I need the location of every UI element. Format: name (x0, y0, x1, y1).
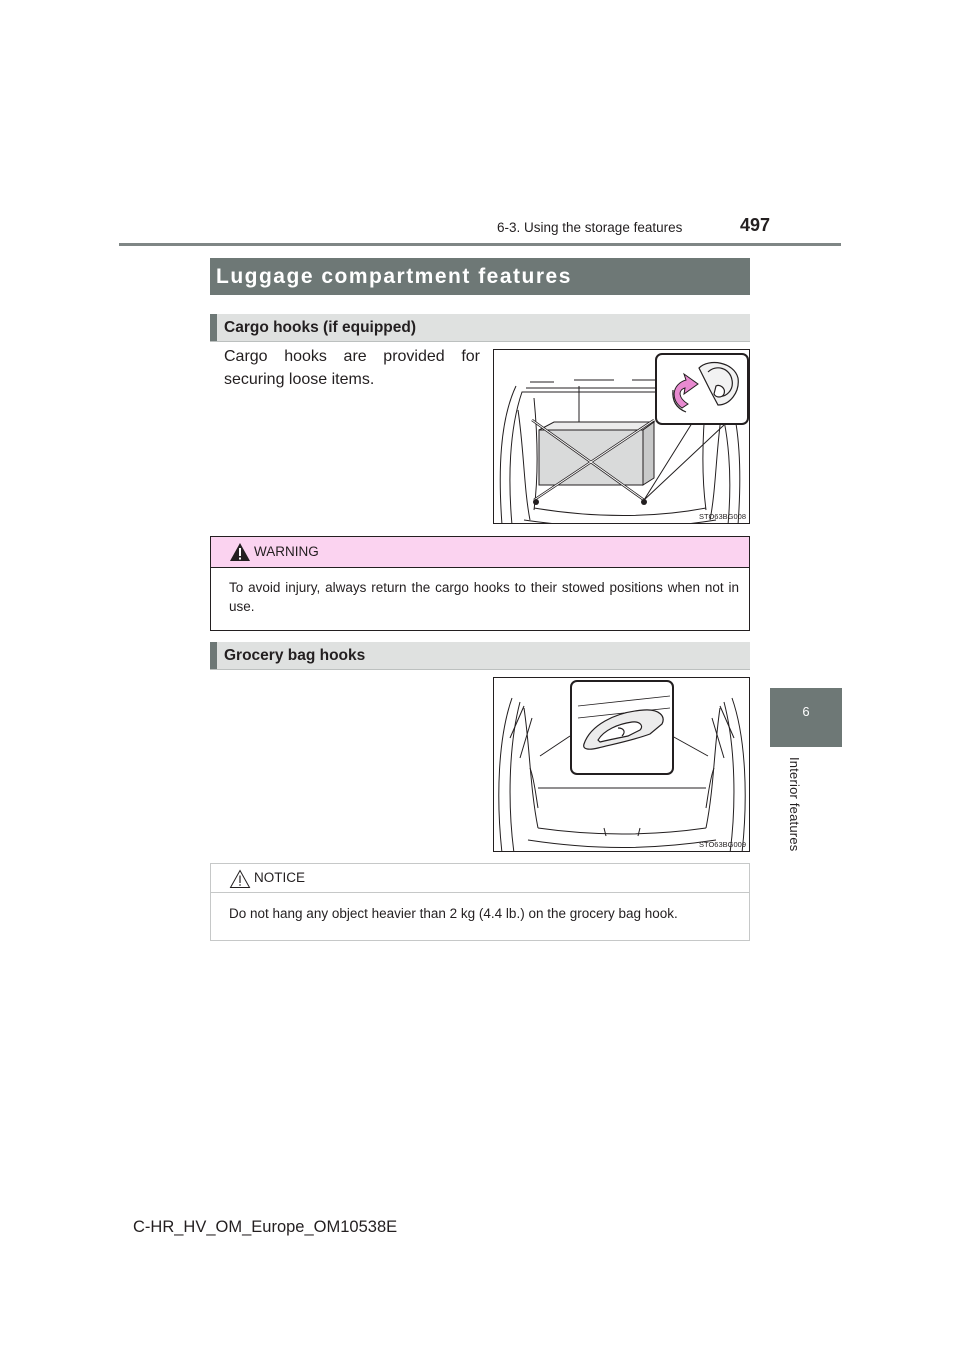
grocery-hooks-figure (493, 677, 750, 852)
warning-text: To avoid injury, always return the cargo hooks to their stowed positions when not in use. (229, 580, 739, 614)
cargo-hooks-heading (210, 314, 750, 341)
page-number: 497 (740, 215, 771, 235)
grocery-hooks-heading-text: Grocery bag hooks (224, 647, 366, 664)
grocery-hooks-figure-code: STO63BG009 (699, 840, 746, 849)
cargo-hooks-figure-code: STO63BG008 (699, 512, 746, 521)
warning-header (211, 537, 749, 568)
notice-text: Do not hang any object heavier than 2 kg (4.4 lb.) on the grocery bag hook. (229, 906, 678, 921)
warning-box (210, 536, 750, 631)
cargo-hooks-illustration (494, 350, 750, 524)
notice-icon (229, 869, 251, 889)
grocery-hooks-illustration (494, 678, 750, 852)
notice-label: NOTICE (254, 870, 306, 885)
cargo-hooks-body: Cargo hooks are provided for securing loose items. (224, 348, 480, 388)
notice-header (211, 864, 749, 893)
chapter-number: 6 (802, 704, 810, 719)
page-title: Luggage compartment features (210, 258, 750, 295)
cargo-hooks-figure (493, 349, 750, 524)
document-footer: C-HR_HV_OM_Europe_OM10538E (133, 1218, 398, 1236)
notice-box (210, 863, 750, 941)
chapter-label: Interior features (787, 757, 802, 852)
section-header: 6-3. Using the storage features (497, 220, 683, 235)
grocery-hooks-heading (210, 642, 750, 669)
cargo-hooks-heading-text: Cargo hooks (if equipped) (224, 319, 417, 336)
warning-label: WARNING (254, 544, 319, 559)
header-rule (119, 243, 841, 246)
warning-icon (229, 542, 251, 562)
